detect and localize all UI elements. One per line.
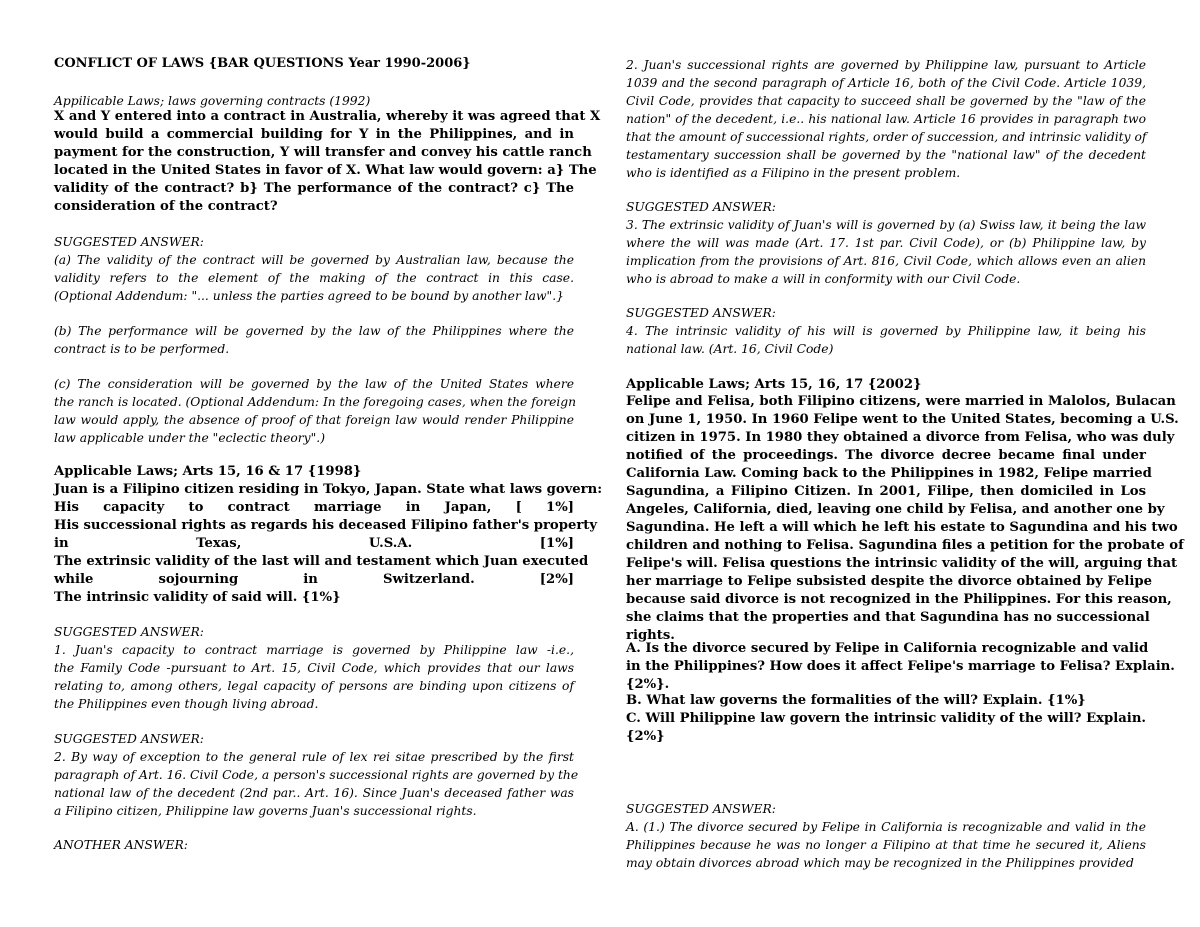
answer-text-line: where the will was made (Art. 17. 1st par. Civil Code), or (b) Philippine law, by: [626, 236, 1146, 250]
answer-text-line: law would apply, the absence of proof of that foreign law would render Philippine: [54, 413, 574, 427]
answer-text-line: a Filipino citizen, Philippine law governs Juan's successional rights.: [54, 804, 477, 818]
answer-text-line: (b) The performance will be governed by the law of the Philippines where the: [54, 324, 574, 338]
question-heading-line: Applicable Laws; Arts 15, 16, 17 {2002}: [626, 377, 922, 392]
answer-text-line: Philippines because he was no longer a Filipino at that time he secured it, Aliens: [626, 838, 1146, 852]
answer-text-line: the Family Code -pursuant to Art. 15, Civil Code, which provides that our laws: [54, 661, 574, 675]
answer-text-line: the Philippines even though living abroad.: [54, 697, 319, 711]
question-text-line: in Texas, U.S.A. [1%]: [54, 536, 574, 551]
answer-text-line: that the amount of successional rights, order of succession, and intrinsic validity of: [626, 130, 1147, 144]
answer-text-line: national law. (Art. 16, Civil Code): [626, 342, 834, 356]
answer-text-line: (c) The consideration will be governed by the law of the United States where: [54, 377, 574, 391]
answer-text-line: 4. The intrinsic validity of his will is governed by Philippine law, it being his: [626, 324, 1146, 338]
answer-text-line: 1039 and the second paragraph of Article 16, both of the Civil Code. Article 1039,: [626, 76, 1146, 90]
question-text-line: located in the United States in favor of X. What law would govern: a} The: [54, 163, 597, 178]
question-text-line: His capacity to contract marriage in Japan, [ 1%]: [54, 500, 574, 515]
answer-text-line: contract is to be performed.: [54, 342, 230, 356]
answer-text-line: the ranch is located. (Optional Addendum: In the foregoing cases, when the foreign: [54, 395, 577, 409]
question-text-line: notified of the proceedings. The divorce decree became final under: [626, 448, 1146, 463]
document-title-line: CONFLICT OF LAWS {BAR QUESTIONS Year 1990-2006}: [54, 56, 471, 71]
question-text-line: California Law. Coming back to the Philippines in 1982, Felipe married: [626, 466, 1152, 481]
answer-text-line: 2. By way of exception to the general rule of lex rei sitae prescribed by the first: [54, 750, 574, 764]
question-heading-line: Applicable Laws; Arts 15, 16 & 17 {1998}: [54, 464, 362, 479]
answer-text-line: (a) The validity of the contract will be governed by Australian law, because the: [54, 253, 574, 267]
question-text-line: The extrinsic validity of the last will and testament which Juan executed: [54, 554, 589, 569]
answer-text-line: A. (1.) The divorce secured by Felipe in California is recognizable and valid in the: [626, 820, 1146, 834]
suggested-answer-label-line: SUGGESTED ANSWER:: [54, 235, 204, 249]
another-answer-label-line: ANOTHER ANSWER:: [54, 838, 188, 852]
question-heading-line: Appilicable Laws; laws governing contracts (1992): [54, 94, 371, 108]
question-part-a-line: {2%}.: [626, 677, 670, 692]
question-text-line: on June 1, 1950. In 1960 Felipe went to the United States, becoming a U.S.: [626, 412, 1179, 427]
answer-text-line: Civil Code, provides that capacity to succeed shall be governed by the "law of the: [626, 94, 1146, 108]
question-text-line: Sagundina. He left a will which he left his estate to Sagundina and his two: [626, 520, 1178, 535]
answer-text-line: nation" of the decedent, i.e.. his national law. Article 16 provides in paragraph two: [626, 112, 1146, 126]
answer-text-line: 3. The extrinsic validity of Juan's will is governed by (a) Swiss law, it being the law: [626, 218, 1146, 232]
question-text-line: Sagundina, a Filipino Citizen. In 2001, Filipe, then domiciled in Los: [626, 484, 1146, 499]
answer-text-line: may obtain divorces abroad which may be recognized in the Philippines provided: [626, 856, 1134, 870]
suggested-answer-label-line: SUGGESTED ANSWER:: [626, 200, 776, 214]
question-text-line: validity of the contract? b} The performance of the contract? c} The: [54, 181, 574, 196]
answer-text-line: law applicable under the "eclectic theory".): [54, 431, 325, 445]
question-part-c-line: {2%}: [626, 729, 665, 744]
answer-text-line: who is abroad to make a will in conformity with our Civil Code.: [626, 272, 1021, 286]
question-text-line: His successional rights as regards his deceased Filipino father's property: [54, 518, 598, 533]
question-part-c-line: C. Will Philippine law govern the intrinsic validity of the will? Explain.: [626, 711, 1146, 726]
question-text-line: X and Y entered into a contract in Australia, whereby it was agreed that X: [54, 109, 601, 124]
question-text-line: Felipe and Felisa, both Filipino citizens, were married in Malolos, Bulacan: [626, 394, 1176, 409]
answer-text-line: (Optional Addendum: "... unless the parties agreed to be bound by another law".}: [54, 289, 564, 303]
question-text-line: consideration of the contract?: [54, 199, 278, 214]
question-text-line: Juan is a Filipino citizen residing in Tokyo, Japan. State what laws govern:: [54, 482, 603, 497]
suggested-answer-label-line: SUGGESTED ANSWER:: [626, 802, 776, 816]
suggested-answer-label-line: SUGGESTED ANSWER:: [54, 625, 204, 639]
answer-text-line: 1. Juan's capacity to contract marriage is governed by Philippine law -i.e.,: [54, 643, 574, 657]
question-text-line: she claims that the properties and that Sagundina has no successional: [626, 610, 1150, 625]
answer-text-line: 2. Juan's successional rights are governed by Philippine law, pursuant to Article: [626, 58, 1146, 72]
suggested-answer-label-line: SUGGESTED ANSWER:: [54, 732, 204, 746]
question-text-line: payment for the construction, Y will transfer and convey his cattle ranch: [54, 145, 592, 160]
question-text-line: while sojourning in Switzerland. [2%]: [54, 572, 574, 587]
question-part-a-line: in the Philippines? How does it affect Felipe's marriage to Felisa? Explain.: [626, 659, 1175, 674]
question-text-line: would build a commercial building for Y in the Philippines, and in: [54, 127, 574, 142]
question-text-line: Felipe's will. Felisa questions the intrinsic validity of the will, arguing that: [626, 556, 1178, 571]
question-part-b-line: B. What law governs the formalities of the will? Explain. {1%}: [626, 693, 1086, 708]
question-text-line: her marriage to Felipe subsisted despite the divorce obtained by Felipe: [626, 574, 1153, 589]
answer-text-line: paragraph of Art. 16. Civil Code, a person's successional rights are governed by the: [54, 768, 579, 782]
answer-text-line: validity refers to the element of the making of the contract in this case.: [54, 271, 574, 285]
question-part-a-line: A. Is the divorce secured by Felipe in California recognizable and valid: [626, 641, 1149, 656]
answer-text-line: implication from the provisions of Art. 816, Civil Code, which allows even an alien: [626, 254, 1146, 268]
suggested-answer-label-line: SUGGESTED ANSWER:: [626, 306, 776, 320]
question-text-line: children and nothing to Felisa. Sagundina files a petition for the probate of: [626, 538, 1184, 553]
answer-text-line: national law of the decedent (2nd par.. Art. 16). Since Juan's deceased father was: [54, 786, 574, 800]
question-text-line: citizen in 1975. In 1980 they obtained a divorce from Felisa, who was duly: [626, 430, 1175, 445]
question-text-line: rights.: [626, 628, 675, 643]
question-text-line: because said divorce is not recognized in the Philippines. For this reason,: [626, 592, 1172, 607]
answer-text-line: who is identified as a Filipino in the present problem.: [626, 166, 961, 180]
answer-text-line: relating to, among others, legal capacity of persons are binding upon citizens of: [54, 679, 574, 693]
answer-text-line: testamentary succession shall be governed by the "national law" of the decedent: [626, 148, 1146, 162]
question-text-line: The intrinsic validity of said will. {1%}: [54, 590, 341, 605]
question-text-line: Angeles, California, died, leaving one child by Felisa, and another one by: [626, 502, 1165, 517]
